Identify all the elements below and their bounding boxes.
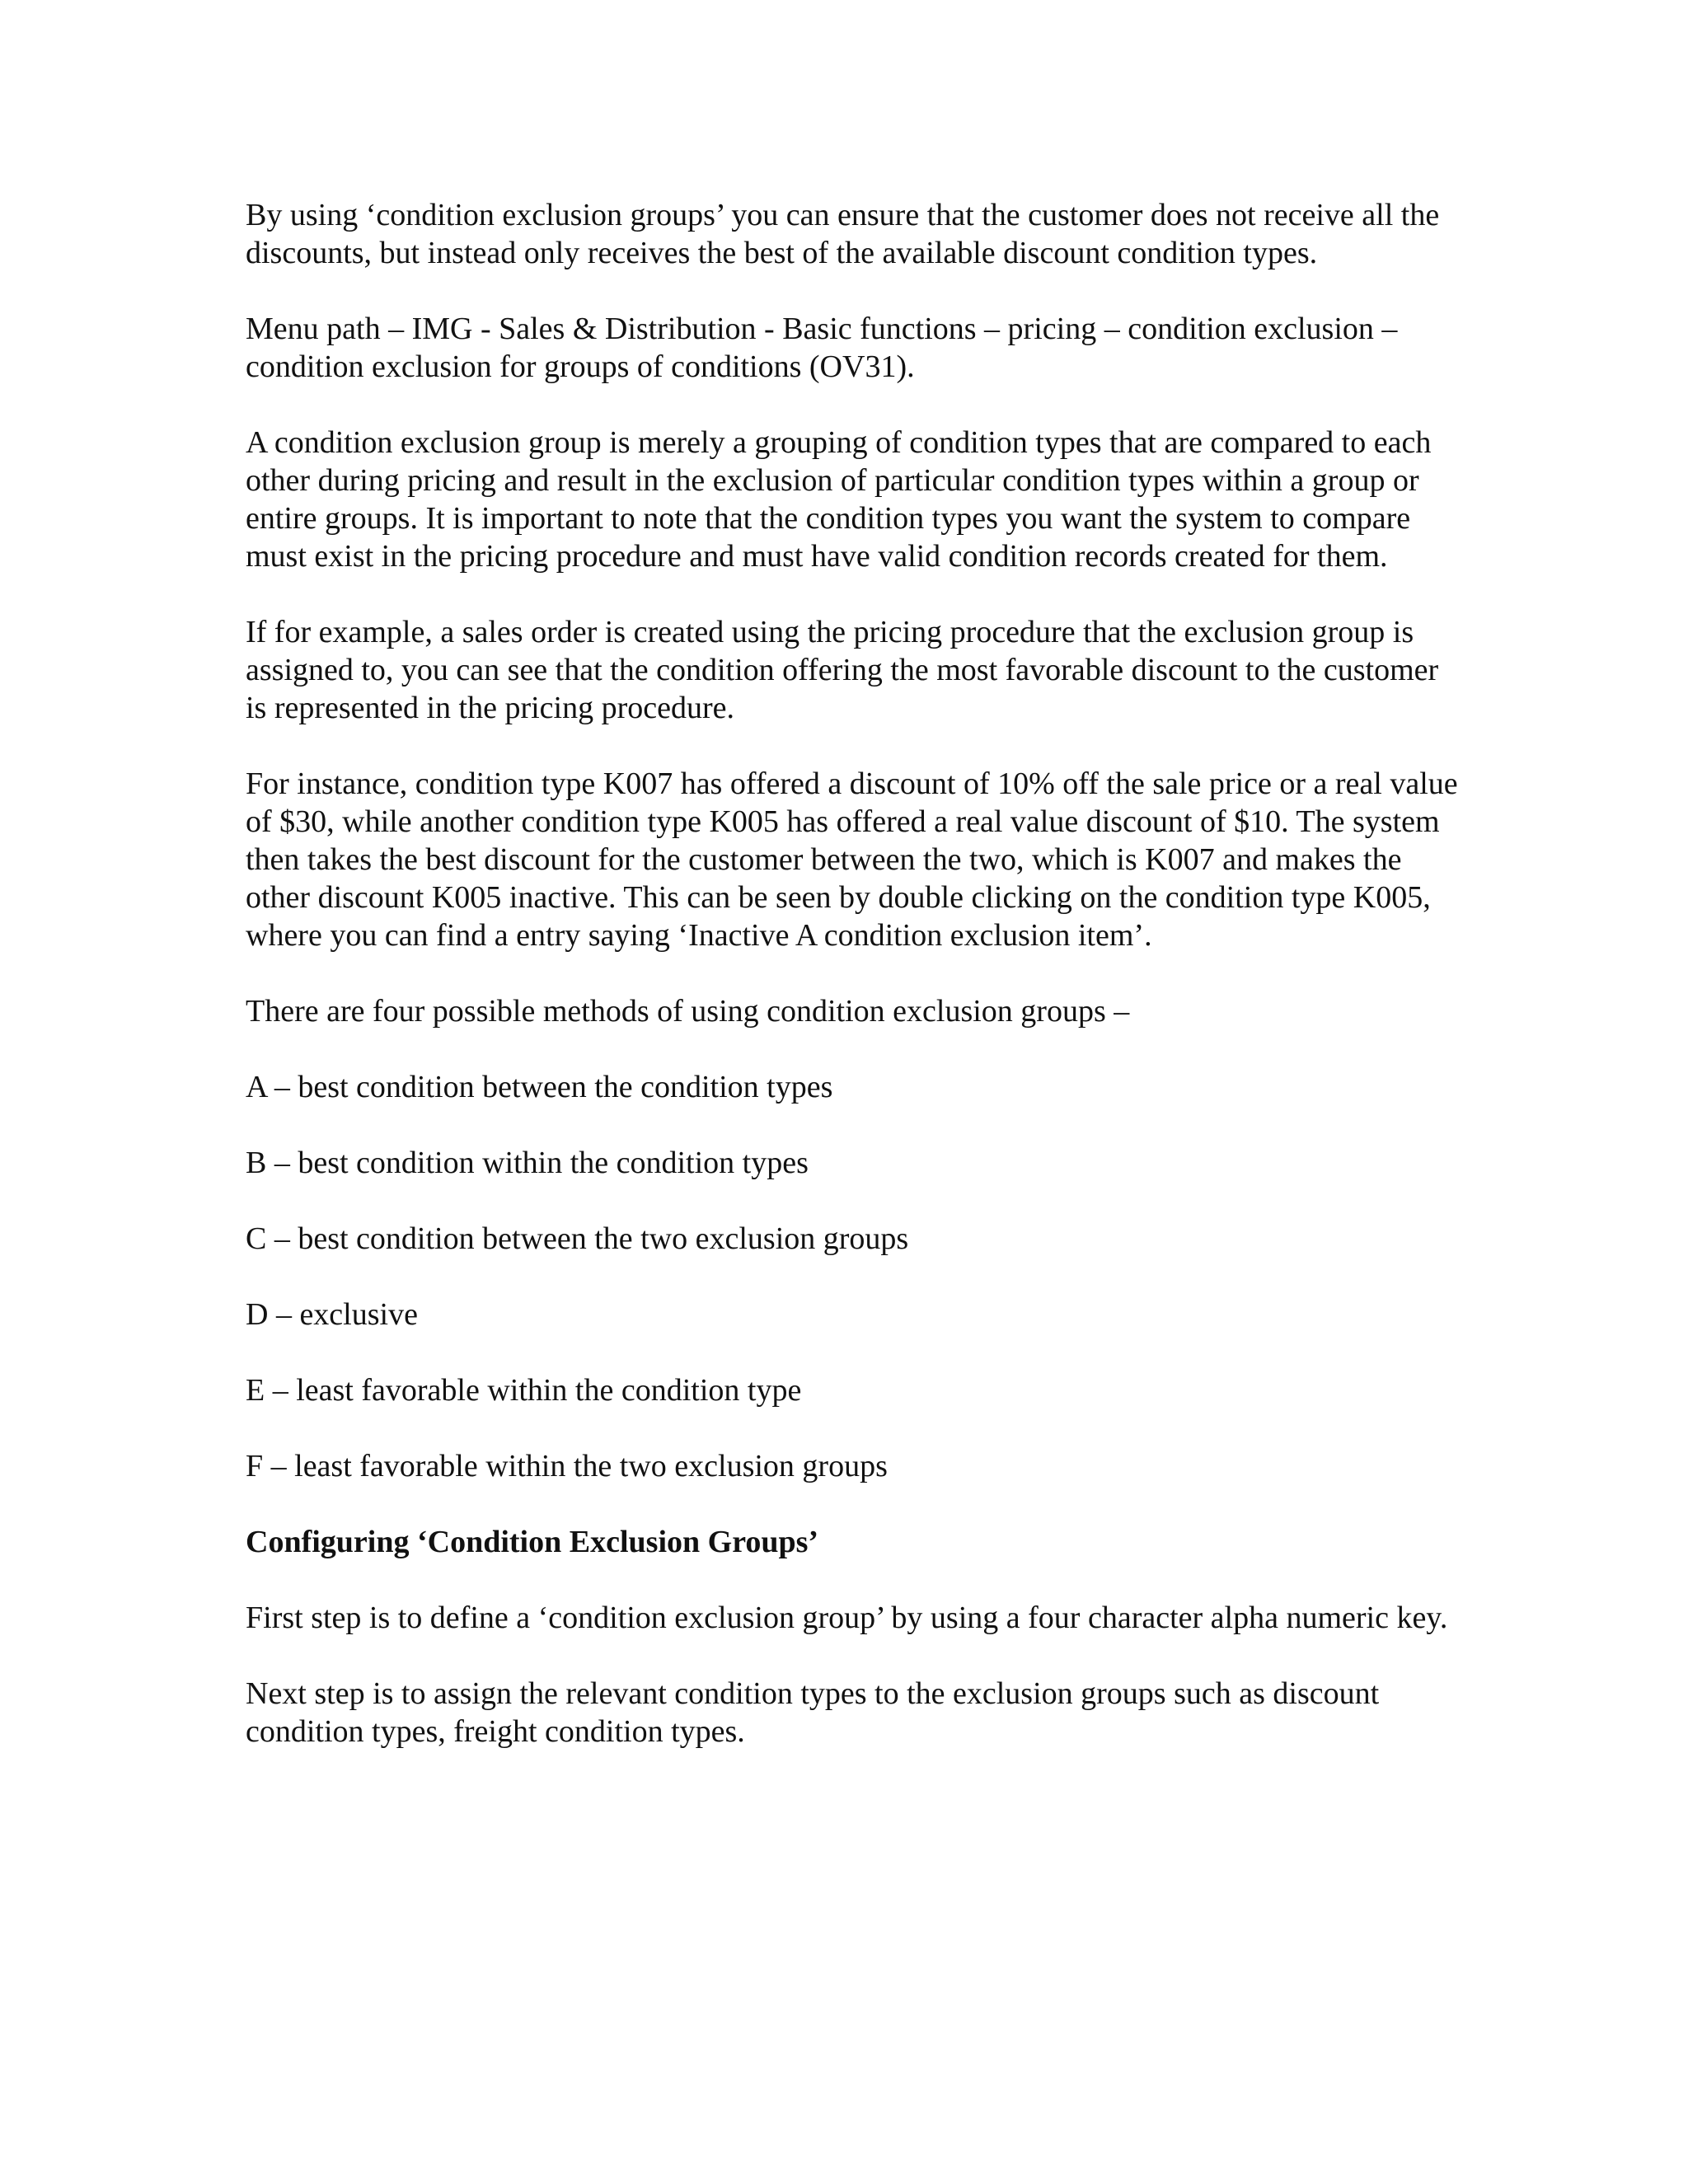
instance-paragraph: For instance, condition type K007 has offered a discount of 10% off the sale price or a real value of $30, while another condition type K005 has offered a real value discount of $10. The system then takes the best discount for the customer between the two, which is K007 and makes the other discount K005 inactive. This can be seen by double clicking on the condition type K005, where you can find a entry saying ‘Inactive A condition exclusion item’.	[246, 766, 1458, 953]
method-c: C – best condition between the two exclusion groups	[246, 1221, 909, 1256]
document-page	[246, 196, 1465, 1750]
method-e: E – least favorable within the condition type	[246, 1373, 802, 1408]
step-two-paragraph: Next step is to assign the relevant condition types to the exclusion groups such as discount condition types, freight condition types.	[246, 1676, 1380, 1749]
example-paragraph: If for example, a sales order is created using the pricing procedure that the exclusion group is assigned to, you can see that the condition offering the most favorable discount to the customer is represented in the pricing procedure.	[246, 615, 1439, 725]
method-b: B – best condition within the condition types	[246, 1146, 809, 1180]
step-one-paragraph: First step is to define a ‘condition exclusion group’ by using a four character alpha numeric key.	[246, 1601, 1448, 1635]
method-f: F – least favorable within the two exclusion groups	[246, 1449, 888, 1483]
methods-intro-paragraph: There are four possible methods of using condition exclusion groups –	[246, 994, 1130, 1029]
section-heading: Configuring ‘Condition Exclusion Groups’	[246, 1525, 819, 1559]
intro-paragraph: By using ‘condition exclusion groups’ you can ensure that the customer does not receive all the discounts, but instead only receives the best of the available discount condition types.	[246, 198, 1440, 270]
method-d: D – exclusive	[246, 1297, 418, 1332]
menu-path-paragraph: Menu path – IMG - Sales & Distribution - Basic functions – pricing – condition exclusion – condition exclusion for groups of conditions (OV31).	[246, 312, 1398, 384]
definition-paragraph: A condition exclusion group is merely a grouping of condition types that are compared to each other during pricing and result in the exclusion of particular condition types within a group or entire groups. It is important to note that the condition types you want the system to compare must exist in the pricing procedure and must have valid condition records created for them.	[246, 425, 1432, 574]
method-a: A – best condition between the condition types	[246, 1070, 833, 1104]
